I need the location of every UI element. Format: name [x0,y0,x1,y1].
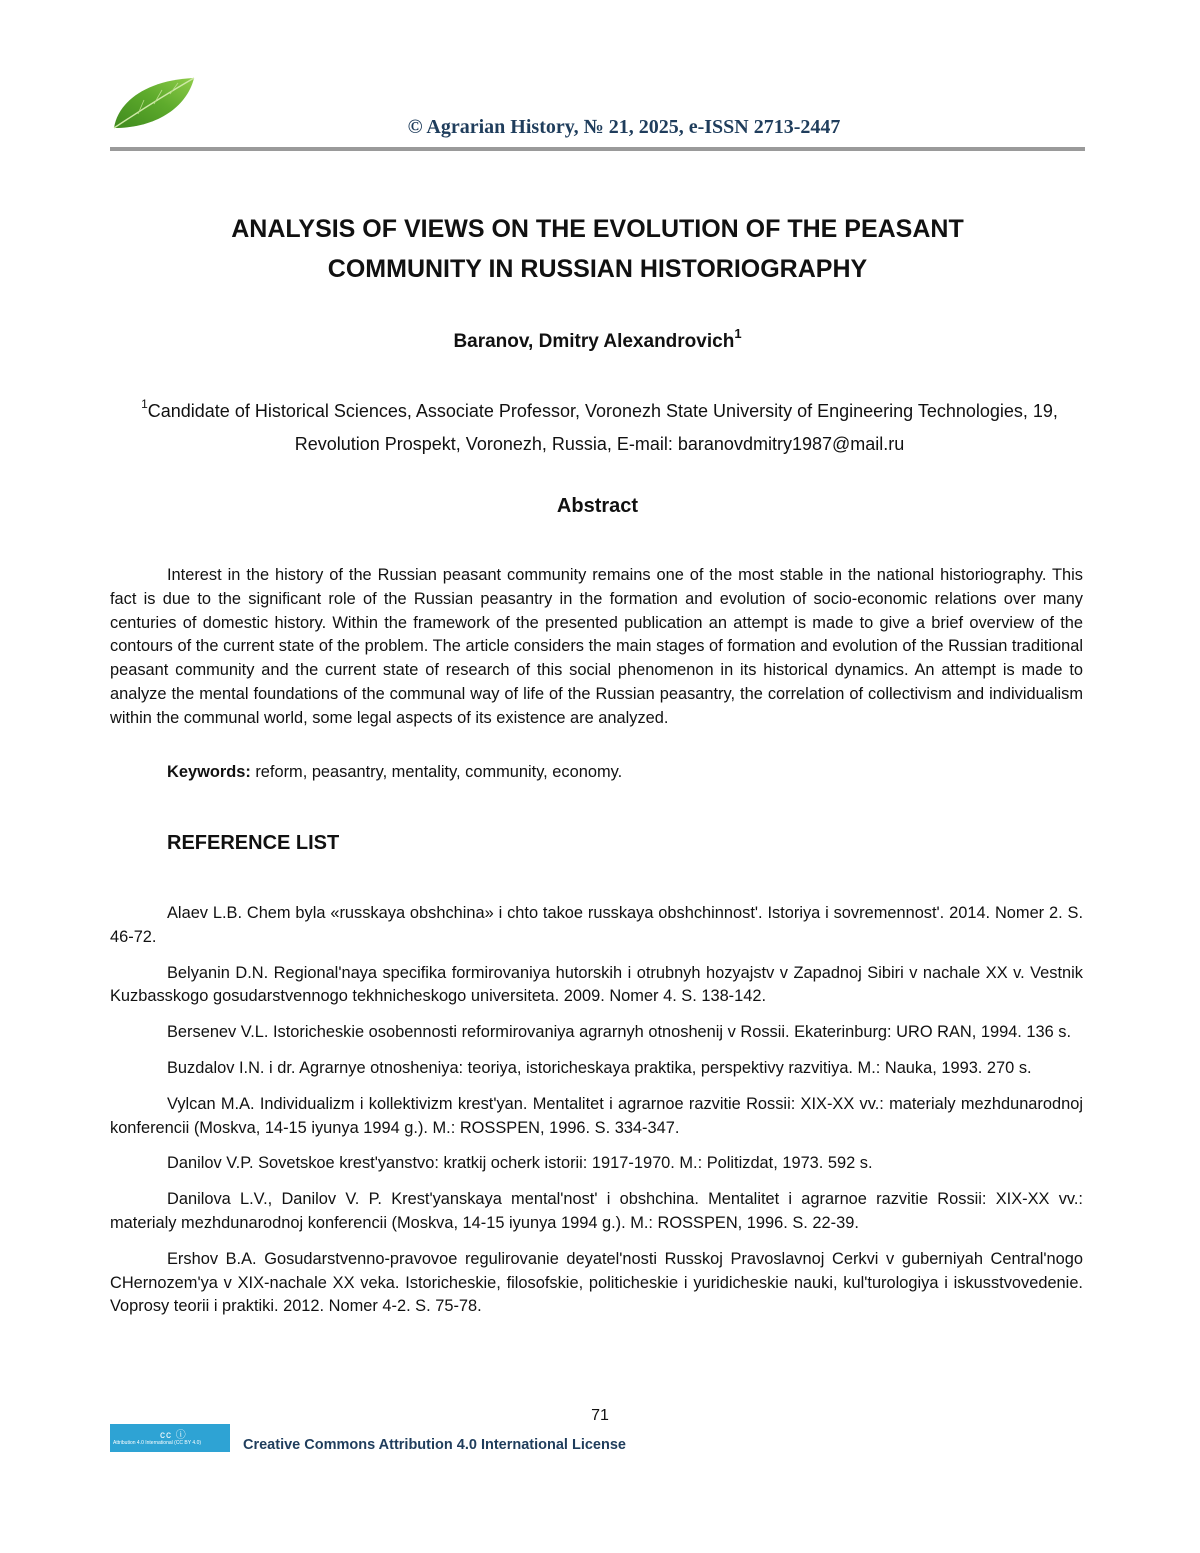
reference-list-heading: REFERENCE LIST [167,832,340,854]
author-name [0,325,1195,353]
journal-header: © Agrarian History, № 21, 2025, e-ISSN 2713-2447 [407,116,841,138]
reference-item: Belyanin D.N. Regional'naya specifika formirovaniya hutorskih i otrubnyh hozyajstv v Zapadnoj Sibiri v nachale XX v. Vestnik Kuzbasskogo gosudarstvennogo tekhnicheskogo universiteta. 2009. Nomer 4. S. 138-142. [110,963,1083,1006]
author-name-text: Baranov, Dmitry Alexandrovich [453,331,735,352]
reference-item: Danilov V.P. Sovetskoe krest'yanstvo: kratkij ocherk istorii: 1917-1970. M.: Politizdat, 1973. 592 s. [167,1154,873,1173]
reference-item: Bersenev V.L. Istoricheskie osobennosti reformirovaniya agrarnyh otnoshenij v Rossii. Ekaterinburg: URO RAN, 1994. 136 s. [167,1023,1072,1042]
license-text: Creative Commons Attribution 4.0 International License [243,1437,626,1453]
abstract-heading: Abstract [556,495,639,517]
reference-item: Alaev L.B. Chem byla «russkaya obshchina» i chto takoe russkaya obshchinnost'. Istoriya i sovremennost'. 2014. Nomer 2. S. 46-72. [110,904,1083,946]
keywords-text: reform, peasantry, mentality, community, economy. [250,763,623,781]
affiliation-text: Candidate of Historical Sciences, Associate Professor, Voronezh State University of Engineering Technologies, 19, Revolution Prospekt, Voronezh, Russia, E-mail: baranovdmitry1987@mail.ru [147,401,1058,454]
title-line-1: ANALYSIS OF VIEWS ON THE EVOLUTION OF THE PEASANT [231,215,964,243]
cc-by-icon: cc ⓘ [160,1430,187,1441]
header-divider [110,147,1085,151]
keywords-label: Keywords: [167,763,251,781]
abstract-text: Interest in the history of the Russian peasant community remains one of the most stable in the national historiography. This fact is due to the significant role of the Russian peasantry in the formation and evolution of socio-economic relations over many centuries of domestic history. Within the framework of the presented publication an attempt is made to give a brief overview of the contours of the current state of the problem. The article considers the main stages of formation and evolution of the Russian traditional peasant community and the current state of research of this social phenomenon in its historical dynamics. An attempt is made to analyze the mental foundations of the communal way of life of the Russian peasantry, the correlation of collectivism and individualism within the communal world, some legal aspects of its existence are analyzed. [110,566,1083,727]
reference-item: Danilova L.V., Danilov V. P. Krest'yanskaya mental'nost' i obshchina. Mentalitet i agrarnoe razvitie Rossii: XIX-XX vv.: materialy mezhdunarodnoj konferencii (Moskva, 14-15 iyunya 1994 g.). M.: ROSSPEN, 1996. S. 22-39. [110,1190,1083,1232]
page-number: 71 [591,1407,609,1424]
author-affiliation [112,395,1087,461]
article-title [140,209,1055,289]
cc-badge-text: Attribution 4.0 International (CC BY 4.0) [113,1440,202,1446]
reference-item: Ershov B.A. Gosudarstvenno-pravovoe regulirovanie deyatel'nosti Russkoj Pravoslavnoj Cerkvi v guberniyah Central'nogo CHernozem'ya v XIX-nachale XX veka. Istoricheskie, filosofskie, politicheskie i yuridicheskie nauki, kul'turologiya i iskusstvovedenie. Voprosy teorii i praktiki. 2012. Nomer 4-2. S. 75-78. [110,1249,1083,1316]
affiliation-mark: 1 [141,397,148,411]
keywords [167,763,622,782]
reference-item: Vylcan M.A. Individualizm i kollektivizm krest'yan. Mentalitet i agrarnoe razvitie Rossii: XIX-XX vv.: materialy mezhdunarodnoj konferencii (Moskva, 14-15 iyunya 1994 g.). M.: ROSSPEN, 1996. S. 334-347. [110,1094,1083,1137]
reference-item: Buzdalov I.N. i dr. Agrarnye otnosheniya: teoriya, istoricheskaya praktika, perspektivy razvitiya. M.: Nauka, 1993. 270 s. [167,1058,1032,1077]
title-line-2: COMMUNITY IN RUSSIAN HISTORIOGRAPHY [327,255,868,283]
cc-license-badge[interactable] [110,1424,230,1452]
author-affiliation-mark: 1 [734,325,742,341]
reference-list [110,902,1083,1331]
